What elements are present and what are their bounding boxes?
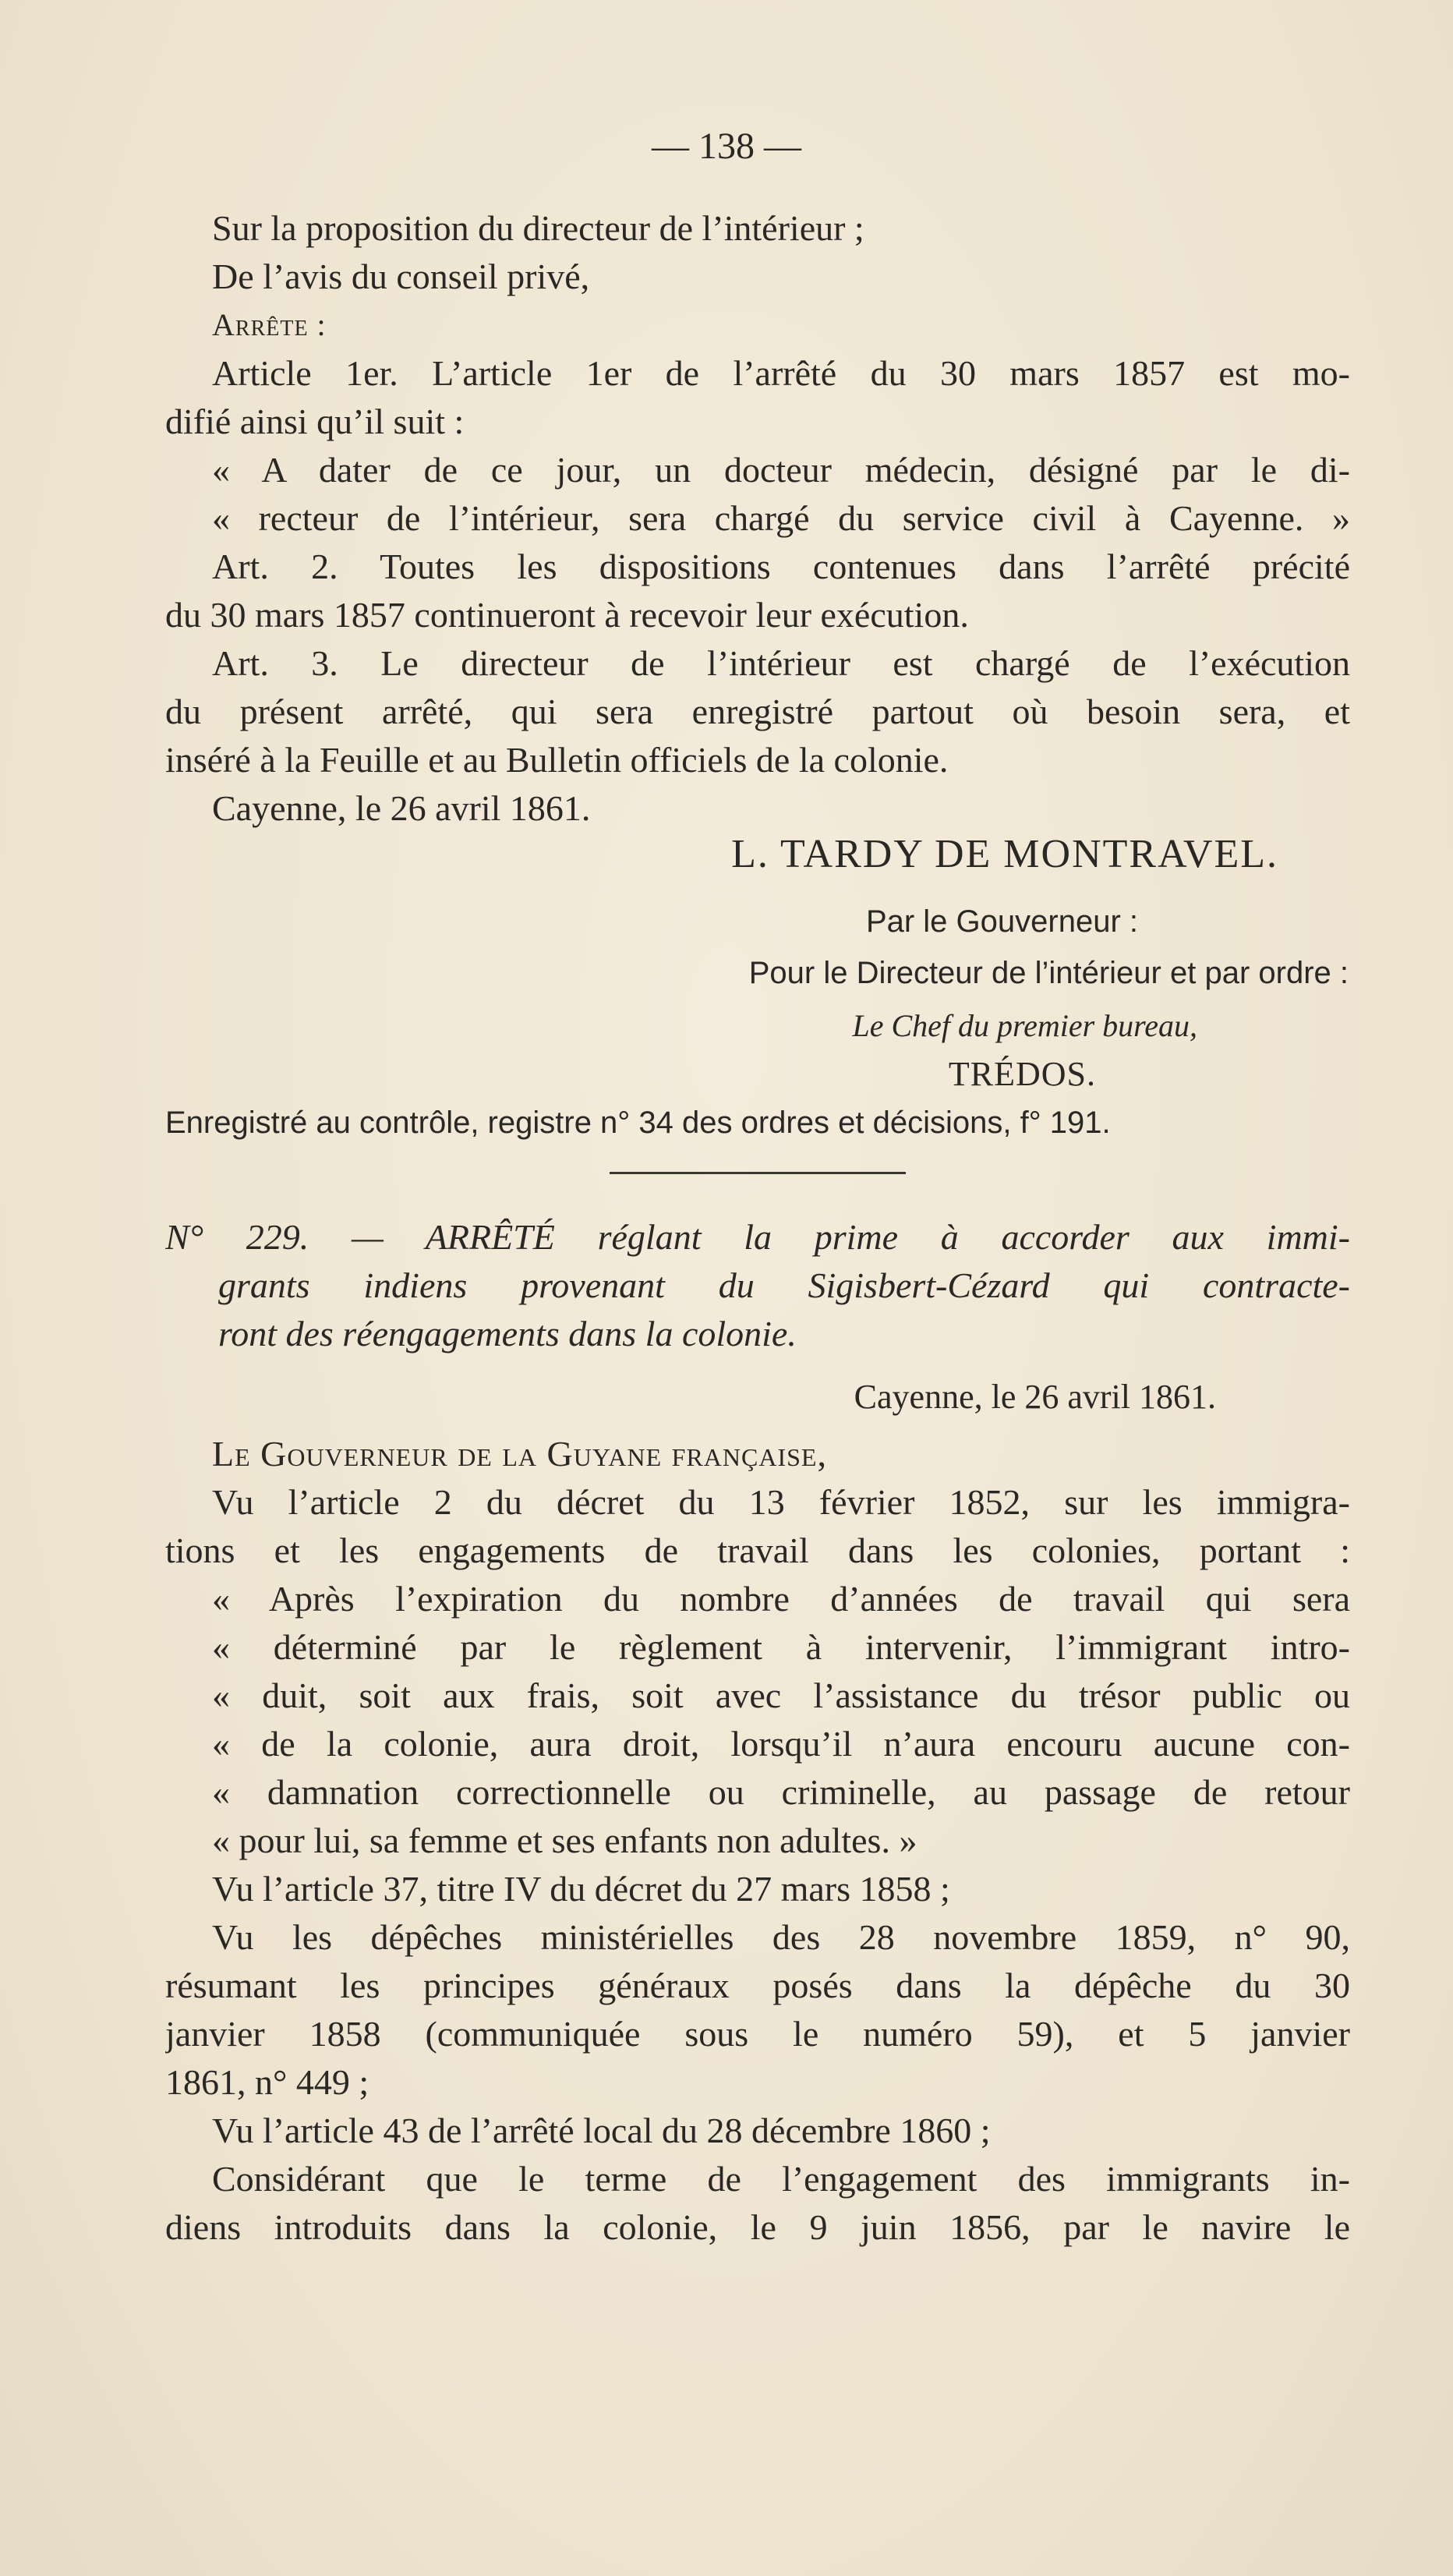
body-line: Vu l’article 43 de l’arrêté local du 28 décembre 1860 ;: [212, 2111, 991, 2150]
text-line: Sur la proposition du directeur de l’intérieur ;: [212, 208, 864, 248]
registration-note: Enregistré au contrôle, registre n° 34 des ordres et décisions, f° 191.: [165, 1106, 1111, 1140]
body-line: « damnation correctionnelle ou criminelle, au passage de retour: [212, 1772, 1350, 1812]
par-le-gouverneur: Par le Gouverneur :: [865, 904, 1138, 939]
tredos-signature: TRÉDOS.: [948, 1055, 1096, 1093]
decree-2-heading: [165, 1213, 1350, 1358]
arrete-label: Arrête :: [212, 307, 327, 342]
body-line: Vu l’article 2 du décret du 13 février 1852, sur les immigra-: [212, 1482, 1350, 1522]
body-line: diens introduits dans la colonie, le 9 juin 1856, par le navire le: [165, 2207, 1350, 2247]
body-line: 1861, n° 449 ;: [165, 2062, 369, 2102]
article-1-line: difié ainsi qu’il suit :: [165, 402, 465, 441]
section-divider: [610, 1172, 906, 1174]
article-3-line: du présent arrêté, qui sera enregistré partout où besoin sera, et: [165, 692, 1350, 731]
date-line: Cayenne, le 26 avril 1861.: [212, 788, 591, 828]
body-line: « déterminé par le règlement à intervenir, l’immigrant intro-: [212, 1627, 1350, 1667]
article-3-line: Art. 3. Le directeur de l’intérieur est chargé de l’exécution: [212, 643, 1350, 683]
body-line: Considérant que le terme de l’engagement des immigrants in-: [212, 2159, 1350, 2199]
article-3-line: inséré à la Feuille et au Bulletin officiels de la colonie.: [165, 740, 949, 780]
gouverneur-line: Le Gouverneur de la Guyane française,: [212, 1434, 827, 1474]
body-line: « pour lui, sa femme et ses enfants non adultes. »: [212, 1821, 917, 1860]
body-line: Vu l’article 37, titre IV du décret du 27 mars 1858 ;: [212, 1869, 950, 1909]
quote-line: « A dater de ce jour, un docteur médecin, désigné par le di-: [212, 450, 1350, 490]
article-2-line: Art. 2. Toutes les dispositions contenues dans l’arrêté précité: [212, 547, 1350, 586]
body-line: résumant les principes généraux posés dans la dépêche du 30: [165, 1966, 1350, 2005]
decree-heading-line: grants indiens provenant du Sigisbert-Cézard qui contracte-: [218, 1265, 1350, 1305]
decree-heading-line: N° 229. — ARRÊTÉ réglant la prime à accorder aux immi-: [165, 1217, 1350, 1257]
chef-du-bureau: Le Chef du premier bureau,: [852, 1008, 1197, 1043]
decree-2-date: Cayenne, le 26 avril 1861.: [854, 1378, 1216, 1416]
text-line: De l’avis du conseil privé,: [212, 257, 590, 296]
body-line: Vu les dépêches ministérielles des 28 novembre 1859, n° 90,: [212, 1917, 1350, 1957]
governor-signature: L. TARDY DE MONTRAVEL.: [731, 832, 1278, 876]
pour-le-directeur: Pour le Directeur de l’intérieur et par ordre :: [748, 956, 1349, 990]
body-line: tions et les engagements de travail dans les colonies, portant :: [165, 1530, 1350, 1570]
quote-line: « recteur de l’intérieur, sera chargé du service civil à Cayenne. »: [212, 498, 1350, 538]
body-line: « Après l’expiration du nombre d’années de travail qui sera: [212, 1579, 1350, 1619]
page-number: — 138 —: [652, 126, 801, 167]
decree-2-body: [165, 1430, 1350, 2252]
decree-1: [165, 204, 1350, 833]
article-1-line: Article 1er. L’article 1er de l’arrêté du 30 mars 1857 est mo-: [212, 353, 1350, 393]
body-line: « duit, soit aux frais, soit avec l’assistance du trésor public ou: [212, 1675, 1350, 1715]
article-2-line: du 30 mars 1857 continueront à recevoir leur exécution.: [165, 595, 969, 635]
body-line: « de la colonie, aura droit, lorsqu’il n’aura encouru aucune con-: [212, 1724, 1350, 1764]
decree-heading-line: ront des réengagements dans la colonie.: [218, 1314, 797, 1353]
body-line: janvier 1858 (communiquée sous le numéro 59), et 5 janvier: [165, 2014, 1350, 2054]
